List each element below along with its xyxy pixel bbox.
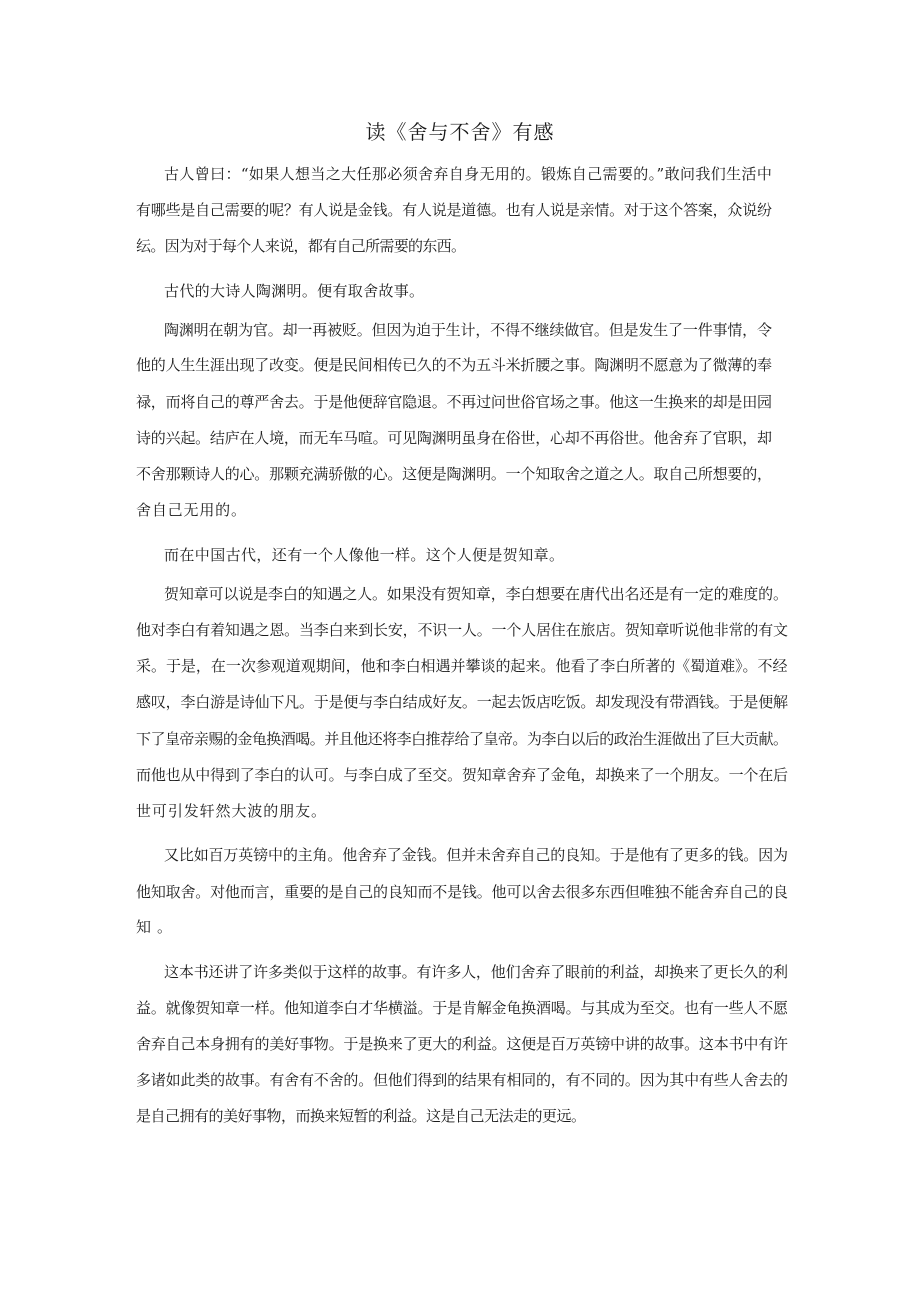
paragraph-3-line-5: 不舍那颗诗人的心。那颗充满骄傲的心。这便是陶渊明。一个知取舍之道之人。取自己所想要的， — [136, 465, 772, 483]
paragraph-1-line-3: 纭。因为对于每个人来说，都有自己所需要的东西。 — [136, 237, 466, 255]
paragraph-3-line-1: 陶渊明在朝为官。却一再被贬。但因为迫于生计，不得不继续做官。但是发生了一件事情，令 — [164, 321, 772, 339]
paragraph-6-line-3: 知。 — [136, 918, 179, 936]
paragraph-7-line-4: 多诸如此类的故事。有舍有不舍的。但他们得到的结果有相同的，有不同的。因为其中有些人舍去的 — [136, 1071, 788, 1089]
paragraph-3-line-2: 他的人生生涯出现了改变。便是民间相传已久的不为五斗米折腰之事。陶渊明不愿意为了微薄的奉 — [136, 356, 772, 374]
paragraph-1-line-2: 有哪些是自己需要的呢？有人说是金钱。有人说是道德。也有人说是亲情。对于这个答案，众说纷 — [136, 201, 772, 219]
paragraph-7-line-1: 这本书还讲了许多类似于这样的故事。有许多人，他们舍弃了眼前的利益，却换来了更长久的利 — [164, 963, 788, 981]
paragraph-3-line-6: 舍自己无用的。 — [136, 501, 247, 519]
paragraph-5-line-3: 采。于是，在一次参观道观期间，他和李白相遇并攀谈的起来。他看了李白所著的《蜀道难》。不经 — [136, 657, 788, 675]
paragraph-5-line-2: 他对李白有着知遇之恩。当李白来到长安，不识一人。一个人居住在旅店。贺知章听说他非常的有文 — [136, 621, 788, 639]
paragraph-5-line-5: 下了皇帝亲赐的金龟换酒喝。并且他还将李白推荐给了皇帝。为李白以后的政治生涯做出了巨大贡献。 — [136, 730, 788, 748]
paragraph-6-line-2: 他知取舍。对他而言，重要的是自己的良知而不是钱。他可以舍去很多东西但唯独不能舍弃自己的良 — [136, 883, 788, 901]
paragraph-5-line-7: 世可引发轩然大波的朋友。 — [136, 802, 327, 820]
paragraph-5-line-4: 感叹，李白游是诗仙下凡。于是便与李白结成好友。一起去饭店吃饭。却发现没有带酒钱。于是便解 — [136, 693, 788, 711]
paragraph-1-line-1: 古人曾曰：“如果人想当之大任那必须舍弃自身无用的。锻炼自己需要的。”敢问我们生活中 — [164, 165, 773, 183]
paragraph-3-line-4: 诗的兴起。结庐在人境，而无车马喧。可见陶渊明虽身在俗世，心却不再俗世。他舍弃了官职，却 — [136, 429, 772, 447]
paragraph-5-line-1: 贺知章可以说是李白的知遇之人。如果没有贺知章，李白想要在唐代出名还是有一定的难度的。 — [164, 585, 788, 603]
paragraph-3-line-3: 禄，而将自己的尊严舍去。于是他便辞官隐退。不再过问世俗官场之事。他这一生换来的却是田园 — [136, 393, 772, 411]
paragraph-6-line-1: 又比如百万英镑中的主角。他舍弃了金钱。但并未舍弃自己的良知。于是他有了更多的钱。因为 — [164, 846, 788, 864]
paragraph-4-line-1: 而在中国古代，还有一个人像他一样。这个人便是贺知章。 — [164, 546, 565, 564]
paragraph-7-line-3: 舍弃自己本身拥有的美好事物。于是换来了更大的利益。这便是百万英镑中讲的故事。这本书中有许 — [136, 1035, 788, 1053]
paragraph-5-line-6: 而他也从中得到了李白的认可。与李白成了至交。贺知章舍弃了金龟，却换来了一个朋友。一个在后 — [136, 766, 788, 784]
document-title: 读《舍与不舍》有感 — [365, 120, 555, 144]
paragraph-7-line-5: 是自己拥有的美好事物，而换来短暂的利益。这是自己无法走的更远。 — [136, 1107, 586, 1125]
paragraph-7-line-2: 益。就像贺知章一样。他知道李白才华横溢。于是肯解金龟换酒喝。与其成为至交。也有一些人不愿 — [136, 999, 788, 1017]
paragraph-2-line-1: 古代的大诗人陶渊明。便有取舍故事。 — [164, 282, 425, 300]
